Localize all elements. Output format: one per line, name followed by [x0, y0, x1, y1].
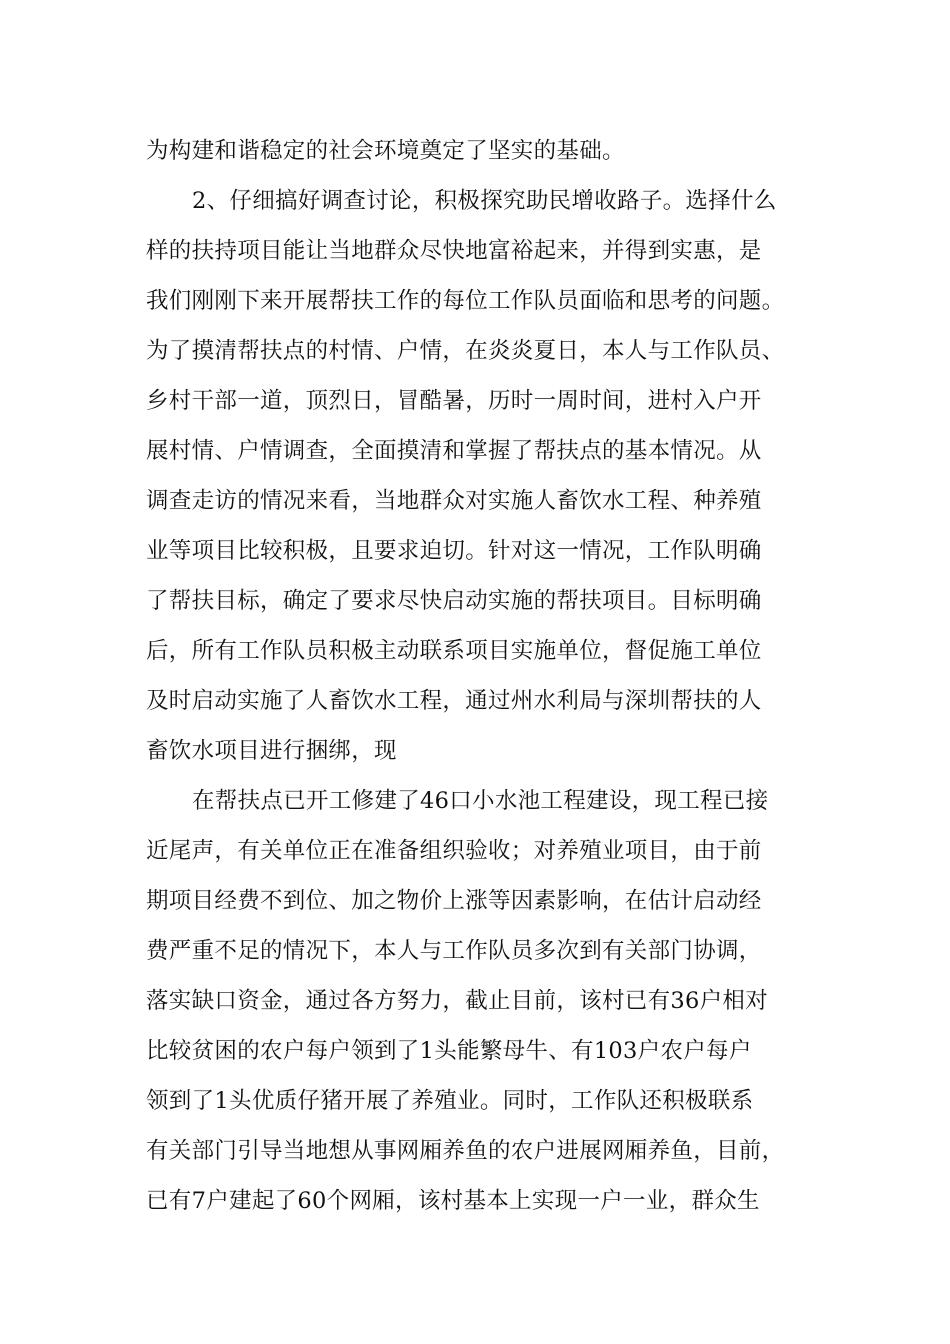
text-line: 有关部门引导当地想从事网厢养鱼的农户进展网厢养鱼，目前， — [146, 1138, 785, 1164]
text-line: 及时启动实施了人畜饮水工程，通过州水利局与深圳帮扶的人 — [146, 688, 762, 714]
text-line: 领到了1头优质仔猪开展了养殖业。同时，工作队还积极联系 — [146, 1088, 754, 1114]
text-line: 乡村干部一道，顶烈日，冒酷暑，历时一周时间，进村入户开 — [146, 388, 762, 414]
text-line: 为构建和谐稳定的社会环境奠定了坚实的基础。 — [146, 138, 625, 164]
text-line: 近尾声，有关单位正在准备组织验收；对养殖业项目，由于前 — [146, 838, 762, 864]
text-line: 期项目经费不到位、加之物价上涨等因素影响，在估计启动经 — [146, 888, 762, 914]
text-line: 费严重不足的情况下，本人与工作队员多次到有关部门协调， — [146, 938, 762, 964]
text-line: 了帮扶目标，确定了要求尽快启动实施的帮扶项目。目标明确 — [146, 588, 762, 614]
text-line: 展村情、户情调查，全面摸清和掌握了帮扶点的基本情况。从 — [146, 438, 762, 464]
text-line: 已有7户建起了60个网厢，该村基本上实现一户一业，群众生 — [146, 1188, 760, 1214]
text-line: 为了摸清帮扶点的村情、户情，在炎炎夏日，本人与工作队员、 — [146, 338, 785, 364]
text-line: 落实缺口资金，通过各方努力，截止目前，该村已有36户相对 — [146, 988, 769, 1014]
text-line: 业等项目比较积极，且要求迫切。针对这一情况，工作队明确 — [146, 538, 762, 564]
text-line: 后，所有工作队员积极主动联系项目实施单位，督促施工单位 — [146, 638, 762, 664]
text-line: 在帮扶点已开工修建了46口小水池工程建设，现工程已接 — [192, 788, 769, 814]
text-line: 调查走访的情况来看，当地群众对实施人畜饮水工程、种养殖 — [146, 488, 762, 514]
text-line: 比较贫困的农户每户领到了1头能繁母牛、有103户农户每户 — [146, 1038, 752, 1064]
text-line: 我们刚刚下来开展帮扶工作的每位工作队员面临和思考的问题。 — [146, 288, 785, 314]
text-line: 样的扶持项目能让当地群众尽快地富裕起来，并得到实惠，是 — [146, 238, 762, 264]
text-line: 畜饮水项目进行捆绑，现 — [146, 738, 397, 764]
text-line: 2、仔细搞好调查讨论，积极探究助民增收路子。选择什么 — [192, 188, 777, 214]
